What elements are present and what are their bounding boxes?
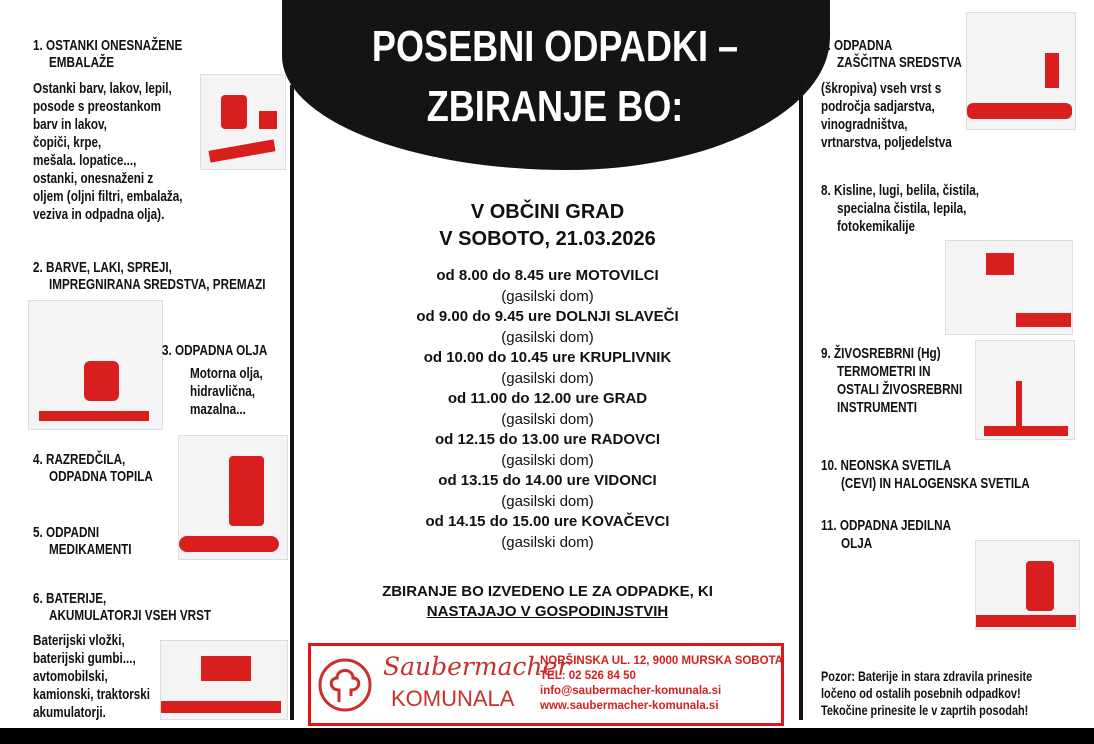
schedule-time: od 13.15 do 14.00 ure VIDONCI xyxy=(438,472,657,489)
schedule-venue: (gasilski dom) xyxy=(501,287,594,305)
schedule-time: od 8.00 do 8.45 ure MOTOVILCI xyxy=(436,267,659,284)
cat3-desc: Motorna olja, hidravlična, mazalna... xyxy=(190,365,263,418)
paint-spray-illustration xyxy=(28,300,163,430)
cat1-title: EMBALAŽE xyxy=(49,54,114,71)
cat4-title: ODPADNA TOPILA xyxy=(49,468,153,485)
cat5-title: MEDIKAMENTI xyxy=(49,541,132,558)
company-name: Saubermacher xyxy=(383,652,570,681)
email-link[interactable]: info@saubermacher-komunala.si xyxy=(540,685,722,697)
warning-note: Pozor: Baterije in stara zdravila prinesite ločeno od ostalih posebnih odpadkov! Tekočine prinesite le v zaprtih posodah! xyxy=(821,668,1033,718)
cat11: 11. ODPADNA JEDILNA OLJA xyxy=(821,517,952,552)
schedule-time: od 10.00 do 10.45 ure KRUPLIVNIK xyxy=(423,349,672,366)
solvents-medicine-illustration xyxy=(178,435,288,560)
cat1-title: 1. OSTANKI ONESNAŽENE xyxy=(33,37,183,54)
cat7-desc: (škropiva) vseh vrst s področja sadjarstva, vinogradništva, vrtnarstva, poljedelstva xyxy=(821,80,952,151)
schedule-time: od 14.15 do 15.00 ure KOVAČEVCI xyxy=(425,513,670,530)
cat2-title: 2. BARVE, LAKI, SPREJI, xyxy=(33,259,172,276)
left-divider xyxy=(290,85,294,720)
right-divider xyxy=(799,80,803,720)
company-logo-box xyxy=(308,643,784,726)
schedule-venue: (gasilski dom) xyxy=(501,533,594,551)
cat4-title: 4. RAZREDČILA, xyxy=(33,451,126,468)
cat5-title: 5. ODPADNI xyxy=(33,524,100,541)
cat3-title: 3. ODPADNA OLJA xyxy=(162,342,268,359)
schedule-venue: (gasilski dom) xyxy=(501,451,594,469)
cat6-title: AKUMULATORJI VSEH VRST xyxy=(49,607,212,624)
bottom-bar xyxy=(0,728,1094,744)
chemicals-illustration xyxy=(945,240,1073,335)
page-title-line2: ZBIRANJE BO: xyxy=(426,82,684,131)
notice: ZBIRANJE BO IZVEDENO LE ZA ODPADKE, KI NASTAJAJO V GOSPODINJSTVIH xyxy=(382,583,713,620)
schedule-venue: (gasilski dom) xyxy=(501,492,594,510)
schedule-venue: (gasilski dom) xyxy=(501,328,594,346)
schedule-venue: (gasilski dom) xyxy=(501,410,594,428)
cat6-title: 6. BATERIJE, xyxy=(33,590,107,607)
cat8: 8. Kisline, lugi, belila, čistila, specialna čistila, lepila, fotokemikalije xyxy=(821,182,980,235)
schedule-time: od 11.00 do 12.00 ure GRAD xyxy=(447,390,648,407)
website-link[interactable]: www.saubermacher-komunala.si xyxy=(540,700,719,712)
cat7-title: 7. ODPADNA xyxy=(821,37,893,54)
cat2-title: IMPREGNIRANA SREDSTVA, PREMAZI xyxy=(49,276,266,293)
company-contact: NORŠINSKA UL. 12, 9000 MURSKA SOBOTA TEL: 02 526 84 50 info@saubermacher-komunala.si www.saubermacher-komunala.si xyxy=(540,655,784,712)
schedule-time: od 12.15 do 13.00 ure RADOVCI xyxy=(434,431,661,448)
cat10: 10. NEONSKA SVETILA (CEVI) IN HALOGENSKA SVETILA xyxy=(821,457,1030,492)
cat6-desc: Baterijski vložki, baterijski gumbi..., avtomobilski, kamionski, traktorski akumulatorji. xyxy=(33,632,151,721)
cat7-title: ZAŠČITNA SREDSTVA xyxy=(837,54,962,71)
event-place: V OBČINI GRAD xyxy=(470,201,625,223)
cloud-tree-logo-icon xyxy=(317,654,373,716)
cooking-oil-illustration xyxy=(975,540,1080,630)
page-title-line1: POSEBNI ODPADKI – xyxy=(371,22,739,71)
cat9: 9. ŽIVOSREBRNI (Hg) TERMOMETRI IN OSTALI ŽIVOSREBRNI INSTRUMENTI xyxy=(821,345,963,416)
company-sub: KOMUNALA xyxy=(391,686,515,711)
schedule-list xyxy=(300,266,795,553)
schedule-time: od 9.00 do 9.45 ure DOLNJI SLAVEČI xyxy=(416,308,679,325)
schedule-venue: (gasilski dom) xyxy=(501,369,594,387)
event-date: V SOBOTO, 21.03.2026 xyxy=(439,228,656,250)
cat1-desc: Ostanki barv, lakov, lepil, posode s preostankom barv in lakov, čopiči, krpe, mešala. lopatice..., ostanki, onesnaženi z oljem (oljni filtri, embalaža, veziva in odpadna olja). xyxy=(33,80,183,223)
